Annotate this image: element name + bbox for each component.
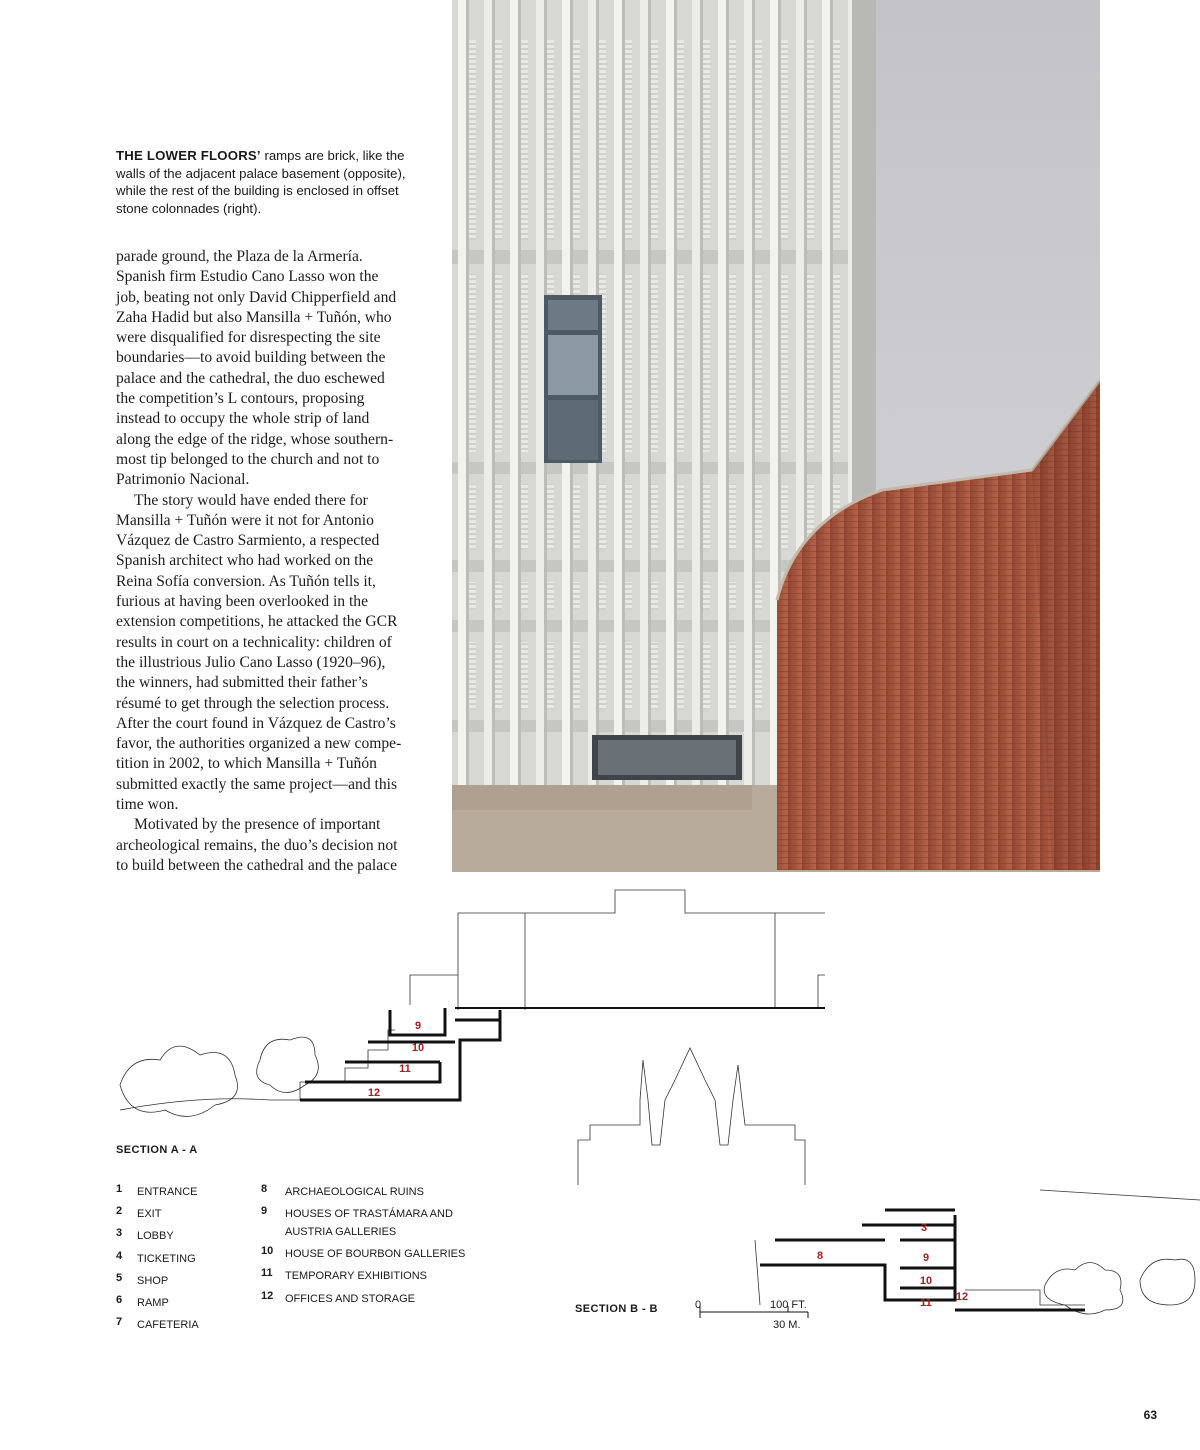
legend-label: TEMPORARY EXHIBITIONS <box>285 1270 428 1283</box>
section-b-label: 10 <box>919 1275 933 1287</box>
building-photo <box>452 0 1100 872</box>
legend-label: ENTRANCE <box>137 1186 198 1198</box>
legend-item <box>116 1205 256 1227</box>
body-line: the winners, had submitted their father’s <box>116 674 368 692</box>
palace-outline-a <box>458 890 825 1010</box>
photo-caption <box>116 147 434 217</box>
body-line: most tip belonged to the church and not to <box>116 450 380 468</box>
body-line: extension competitions, he attacked the GCR <box>116 613 398 631</box>
body-line: Patrimonio Nacional. <box>116 471 250 489</box>
legend-item <box>116 1316 256 1338</box>
body-line: along the edge of the ridge, whose southern- <box>116 430 394 448</box>
caption-lead: THE LOWER FLOORS’ <box>116 148 261 163</box>
body-line: Spanish architect who had worked on the <box>116 552 374 570</box>
body-line: Mansilla + Tuñón were it not for Antonio <box>116 511 374 529</box>
legend-num: 4 <box>116 1249 123 1262</box>
legend-label: SHOP <box>137 1274 169 1287</box>
legend-label: LOBBY <box>137 1230 174 1243</box>
body-line: parade ground, the Plaza de la Armería. <box>116 248 363 265</box>
body-line: Zaha Hadid but also Mansilla + Tuñón, who <box>116 308 392 326</box>
body-line: Spanish firm Estudio Cano Lasso won the <box>116 268 379 286</box>
body-line: to build between the cathedral and the palace <box>116 856 397 874</box>
body-line: tition in 2002, to which Mansilla + Tuñón <box>116 755 377 773</box>
section-a-label: 9 <box>414 1020 422 1032</box>
legend-num: 10 <box>261 1245 274 1258</box>
section-a-building <box>300 1008 500 1100</box>
legend-item <box>261 1290 471 1312</box>
legend-num: 9 <box>261 1205 268 1218</box>
legend-item <box>261 1183 471 1205</box>
legend-item <box>261 1245 471 1267</box>
body-line: time won. <box>116 796 179 814</box>
legend-right <box>261 1183 471 1312</box>
section-b-label: 8 <box>816 1250 824 1262</box>
section-b-label: 9 <box>922 1252 930 1264</box>
page-number: 63 <box>1143 1408 1157 1422</box>
body-line: instead to occupy the whole strip of land <box>116 410 370 428</box>
legend-num: 5 <box>116 1271 123 1284</box>
terrain-a <box>120 1030 395 1110</box>
scale-feet: 100 FT. <box>770 1299 807 1311</box>
legend-num: 1 <box>116 1183 123 1195</box>
section-a-label: 12 <box>367 1087 381 1099</box>
body-line: results in court on a technicality: children of <box>116 633 392 651</box>
section-b-label: 11 <box>920 1297 932 1309</box>
section-a-label: 11 <box>399 1063 411 1075</box>
legend-label: CAFETERIA <box>137 1319 199 1332</box>
body-line: The story would have ended there for <box>134 491 368 509</box>
section-a-title: SECTION A - A <box>116 1144 198 1156</box>
legend-label: RAMP <box>137 1296 169 1309</box>
legend-num: 8 <box>261 1183 268 1195</box>
legend-item <box>261 1267 471 1289</box>
legend-num: 2 <box>116 1205 123 1218</box>
body-line: submitted exactly the same project—and this <box>116 775 398 793</box>
legend-num: 11 <box>261 1267 273 1280</box>
legend-item <box>116 1272 256 1294</box>
body-line: archeological remains, the duo’s decision not <box>116 836 398 854</box>
legend-left <box>116 1183 256 1338</box>
body-line: the illustrious Julio Cano Lasso (1920–96), <box>116 653 386 671</box>
legend-item <box>261 1205 471 1245</box>
body-line: boundaries—to avoid building between the <box>116 349 386 367</box>
legend-item <box>116 1227 256 1249</box>
section-a-label: 10 <box>411 1042 425 1054</box>
body-line: After the court found in Vázquez de Castro’s <box>116 714 396 732</box>
legend-label: HOUSE OF BOURBON GALLERIES <box>285 1248 466 1261</box>
legend-num: 6 <box>116 1293 123 1306</box>
legend-label: HOUSES OF TRASTÁMARA AND AUSTRIA GALLERIES <box>285 1208 453 1239</box>
terrain-b <box>1040 1190 1200 1200</box>
caption-text: ramps are brick, like the walls of the adjacent palace basement (opposite), while the rest of the building is enclosed in offset stone colonnades (right). <box>116 148 406 216</box>
section-b-labels <box>817 1222 968 1309</box>
section-b-label: 3 <box>920 1222 928 1234</box>
body-line: Motivated by the presence of important <box>134 816 381 834</box>
legend-item <box>116 1183 256 1205</box>
body-line: job, beating not only David Chipperfield and <box>116 288 397 306</box>
scale-zero: 0 <box>695 1299 702 1311</box>
legend-item <box>116 1250 256 1272</box>
body-line: were disqualified for disrespecting the site <box>116 329 381 347</box>
section-b-building <box>760 1210 1085 1310</box>
legend-label: EXIT <box>137 1208 162 1221</box>
legend-item <box>116 1294 256 1316</box>
legend-num: 7 <box>116 1316 123 1329</box>
body-line: palace and the cathedral, the duo eschewed <box>116 369 385 387</box>
legend-num: 3 <box>116 1227 123 1240</box>
section-b-label: 12 <box>955 1291 969 1303</box>
article-body <box>116 247 434 876</box>
section-a-labels <box>368 1020 424 1099</box>
legend-num: 12 <box>261 1289 274 1302</box>
body-line: furious at having been overlooked in the <box>116 593 369 611</box>
legend-label: TICKETING <box>137 1252 196 1265</box>
body-line: the competition’s L contours, proposing <box>116 390 365 408</box>
body-line: favor, the authorities organized a new compe- <box>116 735 402 753</box>
section-b-title: SECTION B - B <box>575 1303 658 1315</box>
body-line: résumé to get through the selection process. <box>116 694 390 712</box>
body-line: Reina Sofía conversion. As Tuñón tells it, <box>116 572 376 590</box>
legend-label: ARCHAEOLOGICAL RUINS <box>285 1186 424 1198</box>
cathedral-outline <box>578 1048 805 1185</box>
body-line: Vázquez de Castro Sarmiento, a respected <box>116 532 380 550</box>
legend-label: OFFICES AND STORAGE <box>285 1292 415 1305</box>
scale-meters: 30 M. <box>773 1319 801 1331</box>
